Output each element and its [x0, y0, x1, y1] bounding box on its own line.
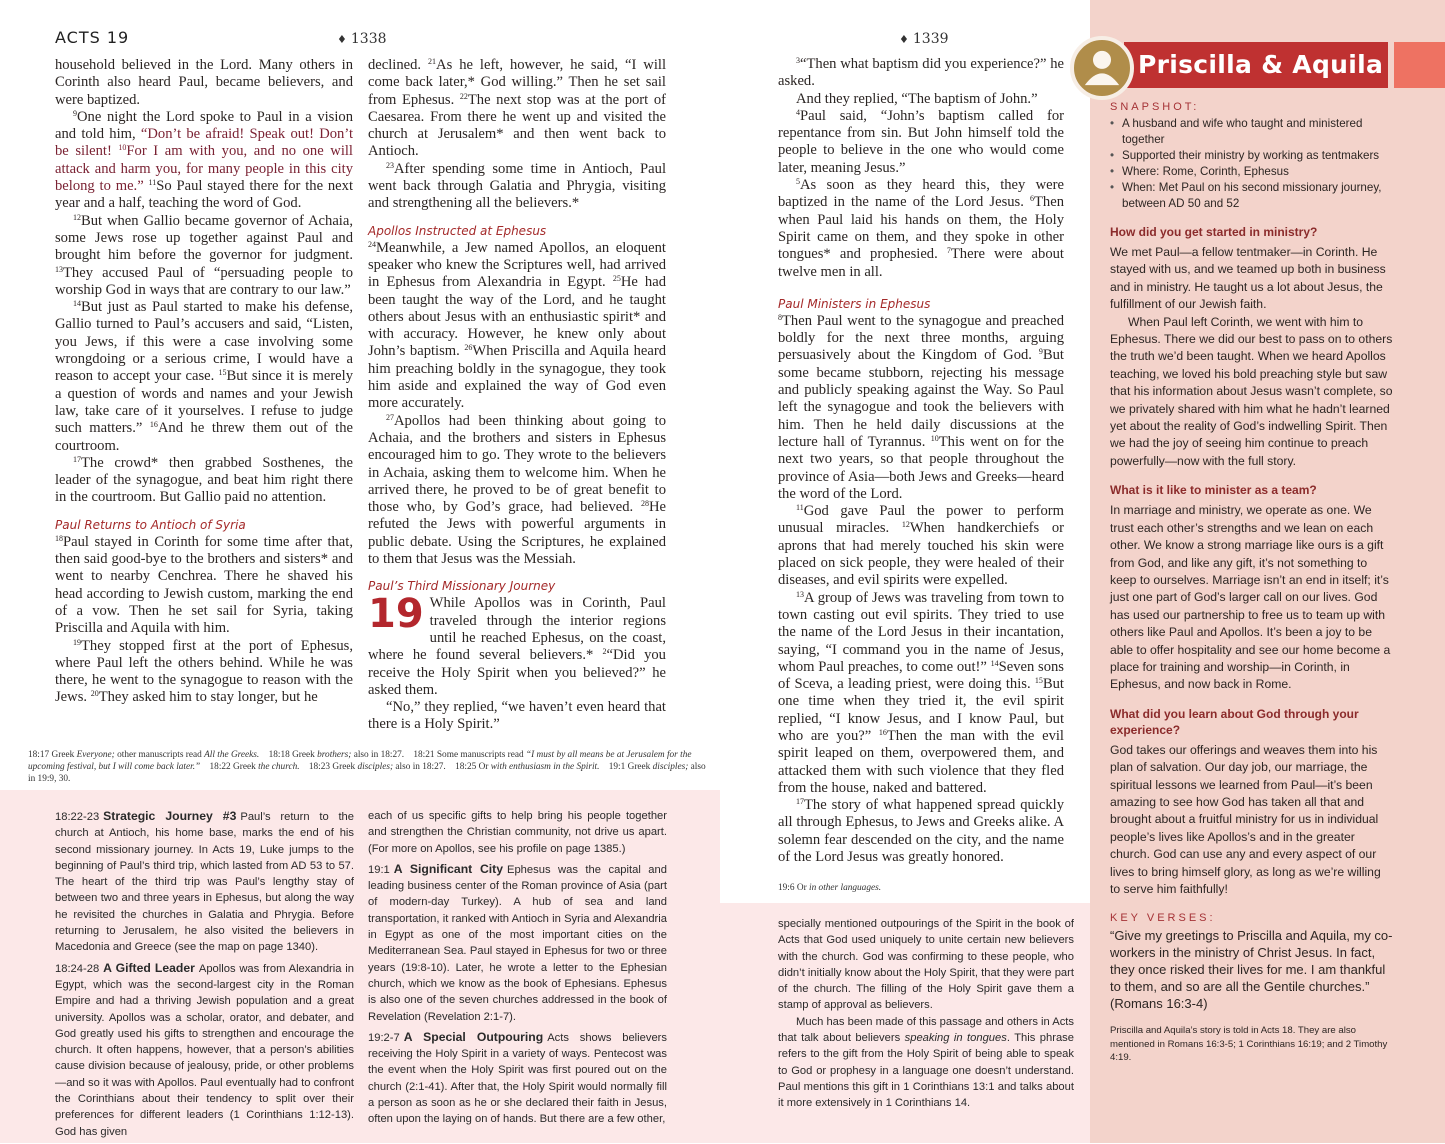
scripture-paragraph [55, 455, 353, 507]
scripture-paragraph [55, 534, 353, 638]
interview-question: What did you learn about God through your experience? [1110, 706, 1359, 737]
scripture-paragraph [368, 413, 666, 569]
interview-answer: When Paul left Corinth, we went with him to Ephesus. There we did our best to pass on to others the truth we’d been taught. When we heard Apollos teaching, we loved his bold preaching style but saw that his information about Jesus wasn’t complete, so we privately shared with him what he hadn’t learned yet about the reality of God’s indwelling Spirit. Then we had the joy of seeing him continue to preach powerfully—now with the full story. [1110, 314, 1393, 468]
page-ornament-icon: ♦ [337, 33, 347, 46]
verse-number: 6 [1030, 194, 1034, 204]
interview-question: What is it like to minister as a team? [1110, 483, 1317, 498]
footnote-text: also in 18:27. [393, 762, 446, 772]
scripture-paragraph [778, 503, 1064, 589]
study-notes-list [368, 861, 667, 1128]
study-notes-column-1 [55, 808, 354, 1144]
note-reference: 18:24-28 [55, 962, 100, 975]
interview-question: How did you get started in ministry? [1110, 225, 1318, 239]
note-title: A Special Outpouring [403, 1029, 544, 1044]
footnote-italic: “I must by all means be at Jerusalem for the upcoming festival, but I will come back later.” [28, 750, 692, 772]
verse-text: The crowd* then grabbed Sosthenes, the leader of the synagogue, and beat him right there in the courtroom. But Gallio paid no attention. [55, 454, 353, 506]
footnote-ref: 18:23 [308, 762, 331, 772]
verse-text: This went on for the next two years, so that people throughout the province of Asia—both Jews and Greeks—heard the word of the Lord. [778, 433, 1064, 502]
verse-text: But some became stubborn, rejecting his message and publicly speaking against the Way. So Paul left the synagogue and took the believers with him. Then he held daily discussions at the lecture hall of Tyrannus. [778, 347, 1064, 450]
verse-number: 10 [118, 143, 127, 153]
verse-text: They accused Paul of “persuading people to worship God in ways that are contrary to our law.” [55, 264, 353, 298]
footnote [28, 750, 259, 760]
verse-text: As soon as they heard this, they were baptized in the name of the Lord Jesus. [778, 177, 1064, 211]
footnote-text: Greek [233, 762, 259, 772]
scripture-paragraph [368, 591, 666, 699]
footnote-italic: the church. [258, 762, 300, 772]
note-text: Apollos was from Alexandria in Egypt, which was the second-largest city in the Roman Empire and had a thriving Jewish population and a great university. Apollos was a scholar, orator, and debater, and God greatly used his gifts to strengthen and encourage the church. It often happens, however, that a person’s abilities cause division because of jealousy, pride, or other problems—and so it was with Apollos. Paul eventually had to confront the Corinthians about their tendency to split over their preferences for different leaders (1 Corinthians 1:12-13). God has given [55, 962, 354, 1138]
running-head: ACTS 19 [55, 28, 130, 47]
page-number-value: 1339 [912, 31, 949, 47]
verse-text: The next stop was at the port of Caesarea. From there he went up and visited the church at Jerusalem* and then went back to Antioch. [368, 91, 666, 160]
verse-text: Seven sons of Sceva, a leading priest, were doing this. [778, 658, 1064, 693]
verse-text: And he threw them out of the courtroom. [55, 420, 353, 454]
footnote [455, 762, 599, 772]
scripture-paragraph [55, 213, 353, 299]
footnote-text: Greek [627, 762, 653, 772]
verse-text: There were about twelve men in all. [778, 246, 1064, 280]
verse-number: 20 [90, 689, 99, 699]
scripture-paragraph [368, 57, 666, 161]
verse-text: He had been taught the way of the Lord, and he taught others about Jesus with an enthusiastic spirit* and with accuracy. However, he knew only about John’s baptism. [368, 274, 666, 360]
scripture-paragraph [778, 177, 1064, 281]
verse-number: 12 [73, 212, 81, 222]
verse-number: 18 [55, 533, 63, 543]
note-text: Acts shows believers receiving the Holy Spirit in a variety of ways. Pentecost was the event when the Holy Spirit was first poured out on the church (2:1-41). After that, the Holy Spirit would normally fill a person as soon as he or she declared their faith in Jesus, often upon the laying on of hands. But there are a few other, [368, 1031, 667, 1126]
footnote-italic: in other languages. [809, 883, 882, 893]
study-notes-column-2 [368, 808, 667, 1132]
verse-text: Then the man with the evil spirit leaped on them, overpowered them, and attacked them with such violence that they fled from the house, naked and battered. [778, 727, 1064, 796]
footnote-italic: brothers; [317, 750, 352, 760]
scripture-column-2 [368, 57, 666, 734]
footnote-text: Some manuscripts read [436, 750, 526, 760]
footnote-ref: 18:18 [268, 750, 290, 760]
words-of-christ: For I am with you, and no one will attack and harm you, for many people in this city belong to me.” [55, 143, 353, 195]
profile-content [1110, 101, 1393, 1065]
interview-answer: God takes our offerings and weaves them into his plan of salvation. Our day job, our marriage, the spiritual lessons we learned from Paul—it’s been amazing to see how God has taken all that and brought about a fruitful ministry for us in individual people’s lives like Apollos’s and in the greater church. God can use any and every aspect of our lives to bring himself glory, as long as we’re willing to serve him faithfully! [1110, 742, 1381, 896]
verse-text: When handkerchiefs or aprons that had merely touched his skin were placed on sick people, they were healed of their diseases, and evil spirits were expelled. [778, 520, 1064, 589]
section-heading: Paul Ministers in Ephesus [778, 296, 931, 311]
key-verse-reference: (Romans 16:3-4) [1110, 996, 1208, 1012]
note-title: A Significant City [393, 861, 503, 876]
chapter-number: 19 [368, 591, 424, 638]
verse-number: 24 [368, 239, 376, 249]
verse-text: They stopped first at the port of Ephesus, where Paul left the others behind. While he was there, he went to the synagogue to reason with the Jews. [55, 637, 353, 706]
scripture-paragraph [778, 108, 1064, 177]
study-notes-column-3 [778, 916, 1074, 1116]
verse-number: 14 [73, 299, 81, 309]
verse-text: Meanwhile, a Jew named Apollos, an eloquent speaker who knew the Scriptures well, had arrived in Ephesus from Alexandria in Egypt. [368, 239, 666, 291]
verse-text: A group of Jews was traveling from town to town casting out evil spirits. They tried to use the name of the Lord Jesus in their incantation, saying, “I command you in the name of Jesus, whom Paul preaches, to come out!” [778, 589, 1064, 675]
section-heading: Paul’s Third Missionary Journey [368, 579, 556, 594]
snapshot-label: SNAPSHOT: [1110, 101, 1200, 113]
note-text: Paul’s return to the church at Antioch, his home base, marks the end of his second missionary journey. In Acts 19, Luke jumps to the beginning of Paul’s third trip, which lasted from AD 53 to 57. The heart of the third trip was Paul’s lengthy stay of between two and three years in Ephesus, but along the way he revisited the churches in Galatia and Phrygia. Before returning to Jerusalem, he also visited the believers in Macedonia and Greece (see the map on page 1340). [55, 811, 354, 954]
study-note-paragraph [778, 1014, 1074, 1112]
verse-number: 13 [55, 264, 63, 274]
verse-number: 16 [149, 420, 158, 430]
study-note [368, 861, 667, 1025]
snapshot-item: • Where: Rome, Corinth, Ephesus [1110, 164, 1393, 180]
scripture-paragraph [55, 299, 353, 455]
page-number-left [337, 31, 387, 47]
verse-text: Paul said, “John’s baptism called for repentance from sin. But John himself told the people to believe in the one who would come later, meaning Jesus.” [778, 107, 1064, 176]
verse-text: But just as Paul started to make his defense, Gallio turned to Paul’s accusers and said, “Listen, you Jews, if this were a case involving some wrongdoing or a serious crime, I would have a reason to accept your case. [55, 299, 353, 385]
note-italic: speaking in tongues [904, 1032, 1007, 1045]
footnote-text: also in 18:27. [351, 750, 405, 760]
verse-text: So Paul stayed there for the next year and a half, teaching the word of God. [55, 178, 353, 212]
footnote-text: Greek [332, 762, 358, 772]
note-text: Much has been made of this passage and others in Acts that talk about believers [778, 1015, 1074, 1045]
footnote-text: Greek [51, 750, 77, 760]
verse-number: 28 [640, 499, 649, 509]
verse-number: 21 [428, 57, 437, 66]
verse-text: Then Paul went to the synagogue and preached boldly for the next three months, arguing persuasively about the Kingdom of God. [778, 312, 1064, 364]
study-note [368, 1029, 667, 1128]
note-title: Strategic Journey #3 [103, 809, 237, 823]
footnote [210, 762, 300, 772]
key-verse: “Give my greetings to Priscilla and Aquila, my co-workers in the ministry of Christ Jesus. In fact, they once risked their lives for me. I am thankful to them, and so are all the Gentile churches.” [1110, 928, 1393, 995]
snapshot-item: • When: Met Paul on his second missionary journey, between AD 50 and 52 [1110, 180, 1393, 212]
verse-text: When Priscilla and Aquila heard him preaching boldly in the synagogue, they took him aside and explained the way of God even more accurately. [368, 343, 666, 412]
profile-title-banner: Priscilla & Aquila [1124, 42, 1388, 88]
key-verses-label: KEY VERSES: [1110, 912, 1216, 925]
footnote-italic: disciples; [357, 762, 394, 772]
verse-number: 2 [602, 647, 607, 657]
verse-text: God gave Paul the power to perform unusual miracles. [778, 503, 1064, 537]
scripture-paragraph [778, 313, 1064, 503]
verse-number: 5 [796, 177, 800, 187]
footnote-ref: 18:17 [28, 750, 50, 760]
verse-number: 4 [796, 107, 800, 117]
verse-number: 22 [459, 91, 468, 101]
verse-number: 12 [901, 520, 910, 530]
footnote-ref: 19:1 [608, 762, 626, 772]
scripture-paragraph [55, 638, 353, 707]
study-note [55, 808, 354, 956]
page-number-value: 1338 [350, 31, 387, 47]
page-number-right [899, 31, 949, 47]
footnote-text: also in 19:9, 30. [28, 762, 706, 784]
interview-answer: In marriage and ministry, we operate as one. We trust each other’s strengths and we lean on each other. We know a strong marriage like ours is a gift from God, and like any gift, it’s not something to keep to ourselves. Marriage isn’t an end in itself; it’s just one part of God’s larger call on our lives. God has used our partnership to free us to team up with others like Paul and Apollos. It’s been a joy to be able to offer hospitality and see our home become a place for training and worship—in Corinth, in Ephesus, and now back in Rome. [1110, 503, 1391, 692]
footnote-ref: 18:25 [455, 762, 477, 772]
words-of-christ: “Don’t be afraid! Speak out! Don’t be silent! [55, 126, 353, 160]
section-heading: Paul Returns to Antioch of Syria [55, 517, 246, 532]
note-reference: 19:2-7 [368, 1031, 400, 1044]
snapshot-list [1110, 116, 1393, 212]
verse-number: 23 [386, 160, 394, 170]
footnote-text: Greek [292, 750, 318, 760]
verse-text: As he left, however, he said, “I will come back later,* God willing.” Then he set sail from Ephesus. [368, 57, 667, 108]
scripture-paragraph [778, 56, 1064, 91]
scripture-paragraph: “No,” they replied, “we haven’t even heard that there is a Holy Spirit.” [368, 699, 666, 733]
verse-text: He refuted the Jews with powerful arguments in public debate. Using the Scriptures, he explained to them that Jesus was the Messiah. [368, 499, 666, 568]
scripture-column-3 [778, 56, 1064, 866]
footnote-text: Or [796, 883, 809, 893]
note-title: A Gifted Leader [103, 960, 195, 975]
footnote-ref: 19:6 [778, 883, 795, 893]
verse-text: declined. [368, 57, 429, 73]
scripture-paragraph [368, 161, 666, 213]
footnotes [28, 749, 708, 785]
verse-number: 3 [796, 56, 800, 65]
person-avatar-icon [1070, 36, 1134, 100]
verse-text: But when Gallio became governor of Achaia, some Jews rose up together against Paul and brought him before the governor for judgment. [55, 212, 353, 264]
note-reference: 18:22-23 [55, 811, 100, 823]
verse-text: After spending some time in Antioch, Paul went back through Galatia and Phrygia, visiting and strengthening all the believers.* [368, 160, 666, 212]
scripture-paragraph [778, 590, 1064, 798]
verse-number: 25 [612, 274, 621, 284]
footnote [269, 750, 405, 760]
verse-text: They asked him to stay longer, but he [98, 689, 318, 706]
banner-tab [1394, 42, 1445, 88]
verse-number: 17 [796, 797, 804, 807]
story-reference-note: Priscilla and Aquila’s story is told in Acts 18. They are also mentioned in Romans 16:3-5; 1 Corinthians 16:19; and 2 Timothy 4:19. [1110, 1025, 1388, 1064]
verse-number: 14 [990, 658, 999, 668]
note-text: Ephesus was the capital and leading business center of the Roman province of Asia (part of modern-day Turkey). A hub of sea and land transportation, it ranked with Antioch in Syria and Alexandria in Egypt as one of the most important cities on the Mediterranean Sea. Paul stayed in Ephesus for two or three years (19:8-10). Later, he wrote a letter to the Ephesian church, which we know as the book of Ephesians. Ephesus is also one of the seven churches addressed in the book of Revelation (Revelation 2:1-7). [368, 863, 667, 1023]
scripture-paragraph [55, 109, 353, 213]
verse-number: 19 [73, 637, 81, 647]
scripture-paragraph [778, 797, 1064, 866]
scripture-column-1 [55, 57, 353, 707]
interview-answer: We met Paul—a fellow tentmaker—in Corinth. He stayed with us, and we teamed up both in business and in ministry. He taught us a lot about Jesus, the fulfillment of our Jewish faith. [1110, 245, 1386, 312]
page-ornament-icon: ♦ [899, 33, 909, 46]
note-text: . This phrase refers to the gift from the Holy Spirit of being able to speak to God or prophesy in a language one doesn’t understand. Paul mentions this gift in 1 Corinthians 13:1 and talks about it more extensively in 1 Corinthians 14. [778, 1032, 1074, 1110]
footnote-italic: with enthusiasm in the Spirit. [490, 762, 600, 772]
verse-text: Then when Paul laid his hands on them, the Holy Spirit came on them, and they spoke in other tongues* and prophesied. [778, 194, 1064, 263]
study-note-continuation: each of us specific gifts to help bring his people together and strengthen the Christian community, not drive us apart. (For more on Apollos, see his profile on page 1385.) [368, 810, 667, 855]
study-note [55, 960, 354, 1140]
verse-number: 11 [148, 178, 157, 188]
verse-number: 26 [464, 343, 473, 353]
verse-text: Apollos had been thinking about going to Achaia, and the brothers and sisters in Ephesus encouraged him to go. They wrote to the believers in Achaia, asking them to welcome him. When he arrived there, he proved to be of great benefit to those who, by God’s grace, had believed. [368, 412, 666, 516]
verse-text: The story of what happened spread quickly all through Ephesus, to Jews and Greeks alike. A solemn fear descended on the city, and the name of the Lord Jesus was greatly honored. [778, 797, 1064, 866]
scripture-paragraph: household believed in the Lord. Many others in Corinth also heard Paul, became believers, and were baptized. [55, 57, 353, 108]
verse-text: While Apollos was in Corinth, Paul traveled through the interior regions until he reached Ephesus, on the coast, where he found several believers.* [368, 595, 666, 664]
footnote-italic: disciples; [652, 762, 689, 772]
verse-number: 9 [1038, 347, 1043, 357]
scripture-paragraph: And they replied, “The baptism of John.” [796, 90, 1038, 107]
verse-number: 8 [778, 312, 782, 322]
verse-number: 10 [930, 433, 939, 443]
verse-number: 15 [1034, 676, 1043, 686]
footnote-ref: 18:22 [209, 762, 231, 772]
verse-text: “Did you receive the Holy Spirit when you believed?” he asked them. [368, 647, 666, 698]
snapshot-item: • A husband and wife who taught and ministered together [1110, 116, 1393, 148]
section-heading: Apollos Instructed at Ephesus [368, 223, 547, 238]
footnote-ref: 18:21 [413, 750, 435, 760]
verse-number: 17 [73, 454, 81, 464]
verse-number: 11 [796, 503, 804, 513]
note-reference: 19:1 [368, 863, 390, 876]
footnote [309, 762, 446, 772]
verse-text: But one time when they tried it, the evil spirit replied, “I know Jesus, and I know Paul, but who are you?” [778, 676, 1064, 744]
person-icon [1074, 40, 1130, 96]
scripture-paragraph [368, 240, 666, 413]
footnote-text: Or [478, 762, 491, 772]
footnote [778, 883, 881, 893]
verse-number: 16 [878, 727, 887, 737]
footnote-italic: Everyone; [76, 750, 115, 760]
verse-number: 9 [73, 108, 77, 118]
verse-number: 7 [946, 246, 951, 256]
study-note-continuation: specially mentioned outpourings of the Spirit in the book of Acts that God used uniquely to unite certain new believers with the church. God was confirming to these people, who didn’t initially know about the Holy Spirit, that they were part of the church. The filling of the Holy Spirit gave them a stamp of approval as believers. [778, 918, 1074, 1012]
snapshot-item: • Supported their ministry by working as tentmakers [1110, 148, 1393, 164]
verse-text: Paul stayed in Corinth for some time after that, then said good-bye to the brothers and sisters* and went to nearby Cenchrea. There he shaved his head according to Jewish custom, marking the end of a vow. Then he set sail for Syria, taking Priscilla and Aquila with him. [55, 533, 353, 637]
verse-number: 27 [386, 412, 394, 422]
verse-number: 13 [796, 589, 804, 599]
footnote-italic: All the Greeks. [204, 750, 260, 760]
verse-number: 15 [218, 368, 227, 378]
footnote-text: other manuscripts read [114, 750, 205, 760]
verse-text: “Then what baptism did you experience?” he asked. [778, 56, 1064, 90]
verse-text: One night the Lord spoke to Paul in a vision and told him, [55, 108, 353, 143]
verse-text: But since it is merely a question of words and names and your Jewish law, take care of it yourselves. I refuse to judge such matters.” [55, 368, 354, 437]
